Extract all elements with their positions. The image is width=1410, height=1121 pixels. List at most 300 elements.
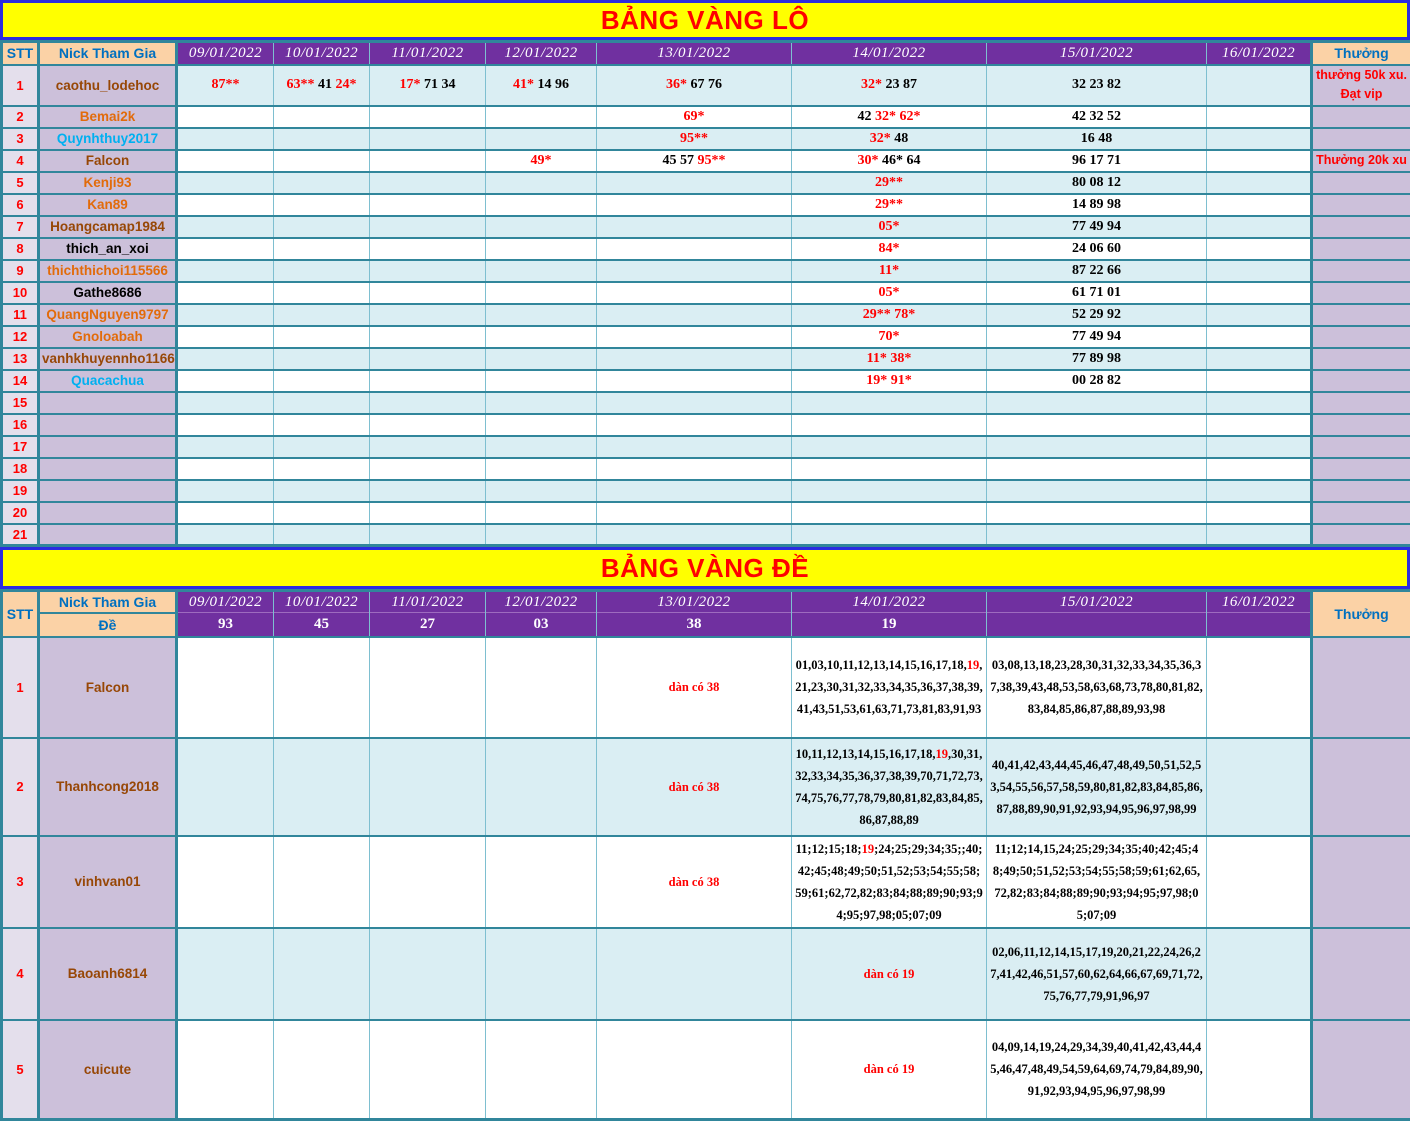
lo-cell[interactable] — [274, 414, 370, 436]
lo-cell[interactable] — [486, 458, 597, 480]
nick-cell[interactable]: thich_an_xoi — [39, 238, 177, 260]
lo-cell[interactable] — [597, 216, 792, 238]
lo-cell[interactable] — [274, 392, 370, 414]
de-header-date[interactable]: 12/01/2022 — [486, 591, 597, 613]
nick-cell[interactable]: vinhvan01 — [39, 836, 177, 928]
lo-cell[interactable] — [177, 348, 274, 370]
lo-cell[interactable] — [486, 282, 597, 304]
lo-cell[interactable] — [792, 348, 987, 370]
stt-cell[interactable]: 1 — [2, 65, 39, 106]
lo-cell[interactable] — [792, 128, 987, 150]
lo-header-date[interactable]: 11/01/2022 — [370, 42, 486, 65]
stt-cell[interactable]: 1 — [2, 637, 39, 738]
de-cell[interactable] — [1207, 836, 1312, 928]
lo-cell[interactable] — [792, 172, 987, 194]
nick-cell[interactable] — [39, 502, 177, 524]
lo-cell[interactable] — [597, 282, 792, 304]
de-cell[interactable] — [274, 738, 370, 836]
lo-cell[interactable] — [177, 436, 274, 458]
lo-cell[interactable] — [274, 304, 370, 326]
lo-cell[interactable] — [1207, 458, 1312, 480]
lo-cell[interactable] — [177, 502, 274, 524]
lo-cell[interactable] — [1207, 524, 1312, 546]
de-cell[interactable] — [987, 928, 1207, 1020]
nick-cell[interactable]: QuangNguyen9797 — [39, 304, 177, 326]
lo-cell[interactable] — [792, 260, 987, 282]
lo-cell[interactable] — [987, 106, 1207, 128]
lo-cell[interactable] — [370, 458, 486, 480]
stt-cell[interactable]: 14 — [2, 370, 39, 392]
lo-cell[interactable] — [1207, 65, 1312, 106]
reward-cell[interactable] — [1312, 392, 1410, 414]
lo-cell[interactable] — [370, 194, 486, 216]
de-cell[interactable] — [1207, 928, 1312, 1020]
lo-header-date[interactable]: 15/01/2022 — [987, 42, 1207, 65]
lo-cell[interactable] — [597, 458, 792, 480]
lo-cell[interactable] — [1207, 216, 1312, 238]
de-header-date[interactable]: 10/01/2022 — [274, 591, 370, 613]
de-cell[interactable] — [486, 928, 597, 1020]
reward-cell[interactable] — [1312, 106, 1410, 128]
lo-cell[interactable] — [486, 150, 597, 172]
reward-cell[interactable] — [1312, 738, 1410, 836]
stt-cell[interactable]: 3 — [2, 836, 39, 928]
lo-cell[interactable] — [987, 216, 1207, 238]
lo-cell[interactable] — [792, 458, 987, 480]
lo-cell[interactable] — [274, 282, 370, 304]
reward-cell[interactable] — [1312, 458, 1410, 480]
de-cell[interactable] — [177, 738, 274, 836]
lo-header-date[interactable]: 14/01/2022 — [792, 42, 987, 65]
lo-cell[interactable] — [1207, 106, 1312, 128]
de-header-date[interactable]: 13/01/2022 — [597, 591, 792, 613]
stt-cell[interactable]: 5 — [2, 1020, 39, 1120]
de-header-stt[interactable]: STT — [2, 591, 39, 637]
nick-cell[interactable]: Thanhcong2018 — [39, 738, 177, 836]
stt-cell[interactable]: 6 — [2, 194, 39, 216]
lo-cell[interactable] — [597, 194, 792, 216]
lo-cell[interactable] — [792, 480, 987, 502]
stt-cell[interactable]: 15 — [2, 392, 39, 414]
lo-cell[interactable] — [792, 392, 987, 414]
de-cell[interactable] — [792, 637, 987, 738]
lo-cell[interactable] — [370, 260, 486, 282]
de-header-value[interactable] — [1207, 613, 1312, 637]
lo-cell[interactable] — [597, 65, 792, 106]
lo-cell[interactable] — [274, 65, 370, 106]
lo-cell[interactable] — [177, 524, 274, 546]
de-cell[interactable] — [597, 836, 792, 928]
de-header-value[interactable]: 93 — [177, 613, 274, 637]
lo-cell[interactable] — [987, 414, 1207, 436]
lo-cell[interactable] — [1207, 260, 1312, 282]
lo-cell[interactable] — [792, 282, 987, 304]
de-cell[interactable] — [274, 1020, 370, 1120]
lo-cell[interactable] — [1207, 414, 1312, 436]
lo-cell[interactable] — [987, 348, 1207, 370]
de-cell[interactable] — [486, 836, 597, 928]
lo-cell[interactable] — [370, 128, 486, 150]
de-header-value[interactable]: 38 — [597, 613, 792, 637]
reward-cell[interactable] — [1312, 304, 1410, 326]
stt-cell[interactable]: 2 — [2, 738, 39, 836]
nick-cell[interactable] — [39, 392, 177, 414]
de-header-value[interactable] — [987, 613, 1207, 637]
lo-cell[interactable] — [370, 106, 486, 128]
lo-cell[interactable] — [1207, 128, 1312, 150]
de-cell[interactable] — [486, 637, 597, 738]
reward-cell[interactable] — [1312, 282, 1410, 304]
lo-cell[interactable] — [987, 392, 1207, 414]
reward-cell[interactable] — [1312, 216, 1410, 238]
lo-cell[interactable] — [1207, 370, 1312, 392]
lo-cell[interactable] — [597, 150, 792, 172]
lo-cell[interactable] — [370, 65, 486, 106]
de-header-date[interactable]: 09/01/2022 — [177, 591, 274, 613]
stt-cell[interactable]: 21 — [2, 524, 39, 546]
lo-cell[interactable] — [370, 348, 486, 370]
stt-cell[interactable]: 2 — [2, 106, 39, 128]
de-cell[interactable] — [177, 1020, 274, 1120]
lo-cell[interactable] — [597, 392, 792, 414]
lo-cell[interactable] — [177, 282, 274, 304]
de-cell[interactable] — [486, 1020, 597, 1120]
de-cell[interactable] — [370, 1020, 486, 1120]
lo-cell[interactable] — [987, 260, 1207, 282]
lo-header-nick[interactable]: Nick Tham Gia — [39, 42, 177, 65]
reward-cell[interactable] — [1312, 928, 1410, 1020]
de-cell[interactable] — [987, 637, 1207, 738]
lo-header-date[interactable]: 09/01/2022 — [177, 42, 274, 65]
lo-cell[interactable] — [370, 370, 486, 392]
lo-cell[interactable] — [370, 414, 486, 436]
lo-cell[interactable] — [274, 106, 370, 128]
de-cell[interactable] — [1207, 637, 1312, 738]
stt-cell[interactable]: 19 — [2, 480, 39, 502]
lo-cell[interactable] — [792, 524, 987, 546]
lo-cell[interactable] — [1207, 392, 1312, 414]
lo-cell[interactable] — [274, 326, 370, 348]
de-header-value[interactable]: 19 — [792, 613, 987, 637]
lo-cell[interactable] — [597, 304, 792, 326]
de-header-date[interactable]: 15/01/2022 — [987, 591, 1207, 613]
lo-cell[interactable] — [987, 238, 1207, 260]
lo-cell[interactable] — [370, 326, 486, 348]
de-header-de[interactable]: Đề — [39, 613, 177, 637]
lo-cell[interactable] — [792, 326, 987, 348]
lo-cell[interactable] — [177, 194, 274, 216]
lo-cell[interactable] — [597, 128, 792, 150]
lo-cell[interactable] — [370, 480, 486, 502]
lo-cell[interactable] — [1207, 436, 1312, 458]
lo-cell[interactable] — [486, 128, 597, 150]
de-header-date[interactable]: 16/01/2022 — [1207, 591, 1312, 613]
lo-cell[interactable] — [792, 304, 987, 326]
lo-header-stt[interactable]: STT — [2, 42, 39, 65]
nick-cell[interactable]: Kan89 — [39, 194, 177, 216]
lo-cell[interactable] — [486, 326, 597, 348]
lo-cell[interactable] — [486, 65, 597, 106]
nick-cell[interactable]: cuicute — [39, 1020, 177, 1120]
lo-cell[interactable] — [274, 194, 370, 216]
lo-cell[interactable] — [987, 194, 1207, 216]
lo-cell[interactable] — [177, 238, 274, 260]
de-cell[interactable] — [597, 928, 792, 1020]
lo-header-date[interactable]: 12/01/2022 — [486, 42, 597, 65]
lo-cell[interactable] — [597, 326, 792, 348]
reward-cell[interactable] — [1312, 436, 1410, 458]
reward-cell[interactable] — [1312, 260, 1410, 282]
lo-cell[interactable] — [597, 502, 792, 524]
lo-cell[interactable] — [597, 480, 792, 502]
de-cell[interactable] — [274, 637, 370, 738]
lo-cell[interactable] — [486, 392, 597, 414]
de-header-value[interactable]: 03 — [486, 613, 597, 637]
reward-cell[interactable] — [1312, 150, 1410, 172]
lo-cell[interactable] — [177, 172, 274, 194]
de-cell[interactable] — [792, 1020, 987, 1120]
lo-cell[interactable] — [792, 502, 987, 524]
nick-cell[interactable]: Kenji93 — [39, 172, 177, 194]
lo-cell[interactable] — [177, 65, 274, 106]
reward-cell[interactable] — [1312, 238, 1410, 260]
de-header-value[interactable]: 27 — [370, 613, 486, 637]
lo-cell[interactable] — [792, 370, 987, 392]
lo-cell[interactable] — [486, 414, 597, 436]
lo-cell[interactable] — [177, 128, 274, 150]
de-cell[interactable] — [987, 836, 1207, 928]
lo-cell[interactable] — [987, 524, 1207, 546]
reward-cell[interactable] — [1312, 348, 1410, 370]
nick-cell[interactable] — [39, 436, 177, 458]
nick-cell[interactable]: Gnoloabah — [39, 326, 177, 348]
lo-cell[interactable] — [987, 128, 1207, 150]
lo-cell[interactable] — [597, 106, 792, 128]
lo-cell[interactable] — [987, 172, 1207, 194]
lo-cell[interactable] — [177, 304, 274, 326]
lo-header-date[interactable]: 10/01/2022 — [274, 42, 370, 65]
lo-cell[interactable] — [486, 172, 597, 194]
lo-cell[interactable] — [486, 238, 597, 260]
stt-cell[interactable]: 8 — [2, 238, 39, 260]
lo-cell[interactable] — [486, 436, 597, 458]
lo-cell[interactable] — [370, 524, 486, 546]
nick-cell[interactable]: Hoangcamap1984 — [39, 216, 177, 238]
de-header-date[interactable]: 14/01/2022 — [792, 591, 987, 613]
de-cell[interactable] — [792, 928, 987, 1020]
nick-cell[interactable]: Quacachua — [39, 370, 177, 392]
lo-cell[interactable] — [597, 436, 792, 458]
de-header-nick[interactable]: Nick Tham Gia — [39, 591, 177, 613]
nick-cell[interactable] — [39, 458, 177, 480]
de-header-value[interactable]: 45 — [274, 613, 370, 637]
stt-cell[interactable]: 5 — [2, 172, 39, 194]
lo-cell[interactable] — [987, 282, 1207, 304]
de-cell[interactable] — [597, 738, 792, 836]
lo-cell[interactable] — [792, 436, 987, 458]
stt-cell[interactable]: 4 — [2, 928, 39, 1020]
lo-cell[interactable] — [486, 524, 597, 546]
stt-cell[interactable]: 20 — [2, 502, 39, 524]
reward-cell[interactable] — [1312, 414, 1410, 436]
reward-cell[interactable] — [1312, 194, 1410, 216]
stt-cell[interactable]: 13 — [2, 348, 39, 370]
reward-cell[interactable] — [1312, 326, 1410, 348]
de-cell[interactable] — [370, 637, 486, 738]
stt-cell[interactable]: 10 — [2, 282, 39, 304]
lo-cell[interactable] — [792, 65, 987, 106]
lo-cell[interactable] — [987, 370, 1207, 392]
de-cell[interactable] — [177, 637, 274, 738]
lo-cell[interactable] — [370, 172, 486, 194]
reward-cell[interactable] — [1312, 128, 1410, 150]
lo-cell[interactable] — [987, 326, 1207, 348]
lo-cell[interactable] — [274, 260, 370, 282]
lo-cell[interactable] — [1207, 172, 1312, 194]
de-cell[interactable] — [1207, 738, 1312, 836]
lo-cell[interactable] — [274, 238, 370, 260]
nick-cell[interactable]: thichthichoi115566 — [39, 260, 177, 282]
de-cell[interactable] — [597, 1020, 792, 1120]
reward-cell[interactable] — [1312, 480, 1410, 502]
stt-cell[interactable]: 11 — [2, 304, 39, 326]
lo-cell[interactable] — [1207, 348, 1312, 370]
lo-cell[interactable] — [792, 238, 987, 260]
lo-cell[interactable] — [274, 150, 370, 172]
lo-cell[interactable] — [792, 150, 987, 172]
nick-cell[interactable]: Quynhthuy2017 — [39, 128, 177, 150]
lo-cell[interactable] — [1207, 502, 1312, 524]
de-cell[interactable] — [792, 836, 987, 928]
lo-cell[interactable] — [486, 106, 597, 128]
reward-cell[interactable] — [1312, 370, 1410, 392]
lo-cell[interactable] — [177, 370, 274, 392]
de-cell[interactable] — [274, 928, 370, 1020]
lo-cell[interactable] — [486, 304, 597, 326]
de-cell[interactable] — [987, 1020, 1207, 1120]
de-cell[interactable] — [177, 928, 274, 1020]
reward-cell[interactable] — [1312, 172, 1410, 194]
lo-cell[interactable] — [486, 194, 597, 216]
nick-cell[interactable]: Bemai2k — [39, 106, 177, 128]
stt-cell[interactable]: 9 — [2, 260, 39, 282]
lo-cell[interactable] — [1207, 304, 1312, 326]
reward-cell[interactable] — [1312, 1020, 1410, 1120]
lo-cell[interactable] — [274, 128, 370, 150]
lo-cell[interactable] — [1207, 150, 1312, 172]
lo-cell[interactable] — [987, 304, 1207, 326]
lo-cell[interactable] — [792, 194, 987, 216]
lo-cell[interactable] — [486, 370, 597, 392]
lo-cell[interactable] — [597, 172, 792, 194]
lo-cell[interactable] — [177, 480, 274, 502]
reward-cell[interactable] — [1312, 524, 1410, 546]
de-header-reward[interactable]: Thưởng — [1312, 591, 1410, 637]
lo-cell[interactable] — [597, 414, 792, 436]
reward-cell[interactable] — [1312, 836, 1410, 928]
lo-cell[interactable] — [370, 282, 486, 304]
lo-cell[interactable] — [370, 304, 486, 326]
lo-cell[interactable] — [597, 370, 792, 392]
lo-cell[interactable] — [987, 480, 1207, 502]
reward-cell[interactable] — [1312, 65, 1410, 106]
nick-cell[interactable]: caothu_lodehoc — [39, 65, 177, 106]
nick-cell[interactable]: Falcon — [39, 637, 177, 738]
lo-cell[interactable] — [177, 260, 274, 282]
lo-cell[interactable] — [177, 326, 274, 348]
lo-header-reward[interactable]: Thưởng — [1312, 42, 1410, 65]
stt-cell[interactable]: 17 — [2, 436, 39, 458]
lo-cell[interactable] — [274, 524, 370, 546]
de-cell[interactable] — [792, 738, 987, 836]
nick-cell[interactable]: Gathe8686 — [39, 282, 177, 304]
lo-cell[interactable] — [1207, 480, 1312, 502]
lo-cell[interactable] — [274, 216, 370, 238]
nick-cell[interactable]: vanhkhuyennho1166 — [39, 348, 177, 370]
reward-cell[interactable] — [1312, 502, 1410, 524]
stt-cell[interactable]: 12 — [2, 326, 39, 348]
nick-cell[interactable]: Falcon — [39, 150, 177, 172]
lo-cell[interactable] — [370, 238, 486, 260]
lo-cell[interactable] — [274, 370, 370, 392]
lo-cell[interactable] — [274, 436, 370, 458]
nick-cell[interactable]: Baoanh6814 — [39, 928, 177, 1020]
lo-cell[interactable] — [792, 414, 987, 436]
lo-cell[interactable] — [486, 480, 597, 502]
lo-cell[interactable] — [597, 348, 792, 370]
de-cell[interactable] — [987, 738, 1207, 836]
lo-cell[interactable] — [597, 260, 792, 282]
de-cell[interactable] — [486, 738, 597, 836]
lo-cell[interactable] — [1207, 194, 1312, 216]
lo-cell[interactable] — [987, 65, 1207, 106]
lo-cell[interactable] — [1207, 326, 1312, 348]
reward-cell[interactable] — [1312, 637, 1410, 738]
nick-cell[interactable] — [39, 414, 177, 436]
de-cell[interactable] — [274, 836, 370, 928]
lo-cell[interactable] — [370, 436, 486, 458]
lo-cell[interactable] — [370, 502, 486, 524]
lo-cell[interactable] — [987, 436, 1207, 458]
de-cell[interactable] — [177, 836, 274, 928]
nick-cell[interactable] — [39, 480, 177, 502]
lo-header-date[interactable]: 13/01/2022 — [597, 42, 792, 65]
lo-cell[interactable] — [370, 216, 486, 238]
lo-cell[interactable] — [370, 392, 486, 414]
lo-cell[interactable] — [792, 106, 987, 128]
lo-cell[interactable] — [177, 216, 274, 238]
lo-cell[interactable] — [987, 502, 1207, 524]
lo-cell[interactable] — [987, 150, 1207, 172]
stt-cell[interactable]: 16 — [2, 414, 39, 436]
lo-cell[interactable] — [486, 216, 597, 238]
lo-cell[interactable] — [177, 414, 274, 436]
lo-cell[interactable] — [274, 172, 370, 194]
lo-cell[interactable] — [1207, 238, 1312, 260]
lo-cell[interactable] — [370, 150, 486, 172]
lo-cell[interactable] — [597, 524, 792, 546]
lo-cell[interactable] — [792, 216, 987, 238]
stt-cell[interactable]: 3 — [2, 128, 39, 150]
de-cell[interactable] — [370, 928, 486, 1020]
lo-cell[interactable] — [274, 480, 370, 502]
de-header-date[interactable]: 11/01/2022 — [370, 591, 486, 613]
lo-cell[interactable] — [177, 392, 274, 414]
lo-cell[interactable] — [486, 348, 597, 370]
lo-cell[interactable] — [486, 502, 597, 524]
lo-cell[interactable] — [177, 106, 274, 128]
lo-cell[interactable] — [274, 458, 370, 480]
